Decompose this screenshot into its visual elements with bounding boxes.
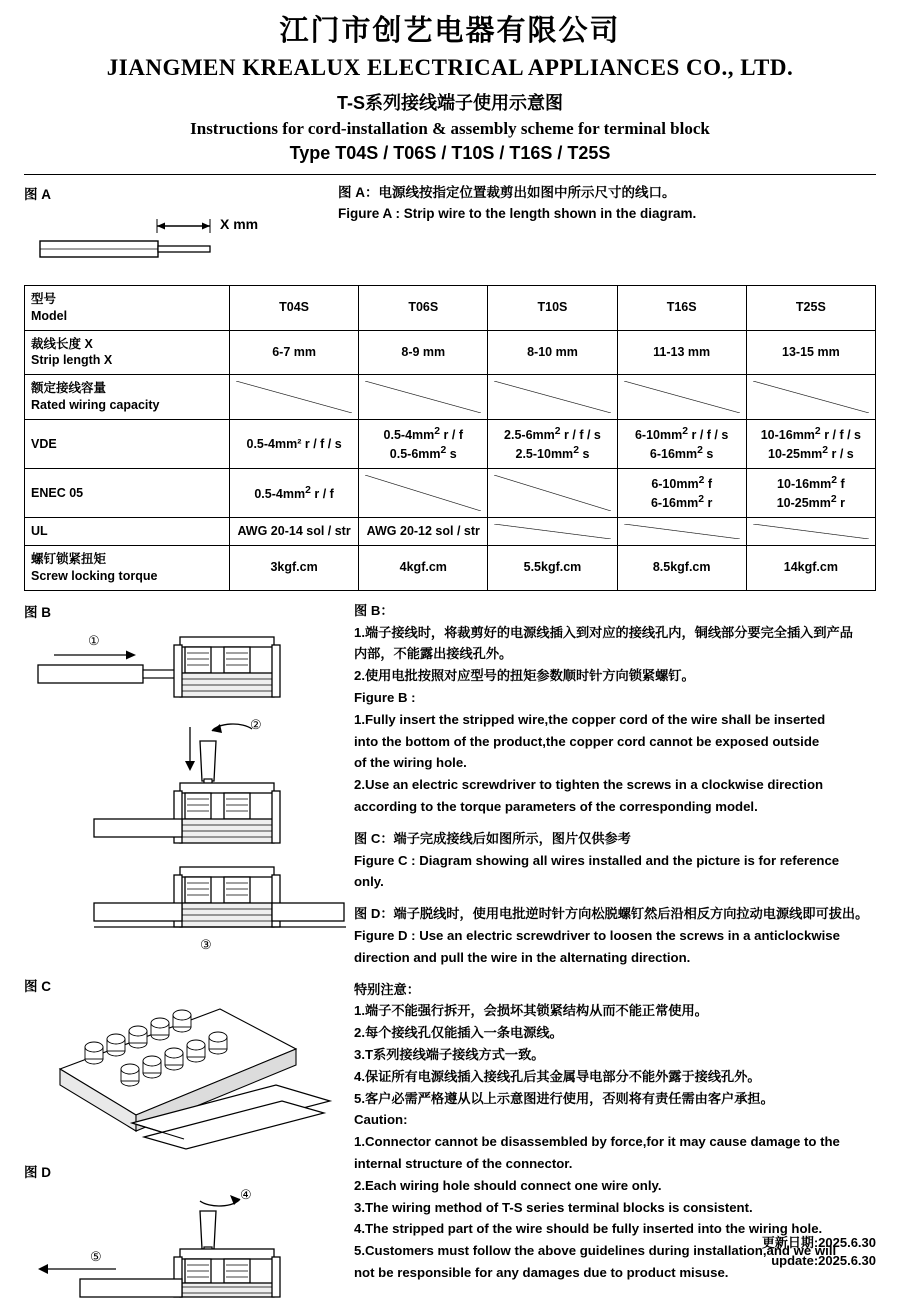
cell-strip-t25s: 13-15 mm bbox=[746, 330, 875, 375]
fig-b-cn-1: 1.端子接线时，将裁剪好的电源线插入到对应的接线孔内，铜线部分要完全插入到产品 bbox=[354, 624, 853, 640]
cell-text: 0.5-4mm² r / f / s bbox=[246, 436, 342, 451]
row-label-cn: 额定接线容量 bbox=[31, 381, 107, 396]
step-3-label: ③ bbox=[200, 936, 212, 952]
figure-c-svg bbox=[24, 997, 346, 1157]
row-label-en: ENEC 05 bbox=[31, 485, 84, 500]
caution-en-5: 5.Customers must follow the above guidelines during installation,and we will bbox=[354, 1243, 837, 1259]
cell-torque-t06s: 4kgf.cm bbox=[359, 546, 488, 591]
cell-torque-t16s: 8.5kgf.cm bbox=[617, 546, 746, 591]
cell-vde-t10s: $2.5-6mm^2$ r / f / s $2.5-10mm^2$ s bbox=[488, 420, 617, 469]
cell-model-t04s: T04S bbox=[230, 285, 359, 330]
cell-strip-t04s: 6-7 mm bbox=[230, 330, 359, 375]
spacer bbox=[354, 819, 876, 829]
cell-ul-t25s bbox=[746, 518, 875, 546]
caution-cn-1: 1.端子不能强行拆开，会损坏其锁紧结构从而不能正常使用。 bbox=[354, 1003, 708, 1019]
figure-a-drawing bbox=[24, 215, 324, 271]
row-label-en: VDE bbox=[31, 436, 57, 451]
cell-ul-t04s: AWG 20-14 sol / str bbox=[230, 518, 359, 546]
row-label-rated-capacity bbox=[25, 375, 230, 420]
cell-strip-t06s: 8-9 mm bbox=[359, 330, 488, 375]
table-row bbox=[25, 285, 876, 330]
fig-b-en-1c: of the wiring hole. bbox=[354, 755, 467, 771]
table-row bbox=[25, 518, 876, 546]
row-label-cn: 螺钉锁紧扭矩 bbox=[31, 552, 107, 567]
cell-rated-t04s bbox=[230, 375, 359, 420]
table-row bbox=[25, 375, 876, 420]
caution-cn-5: 5.客户必需严格遵从以上示意图进行使用，否则将有责任需由客户承担。 bbox=[354, 1090, 774, 1106]
cell-model-t25s: T25S bbox=[746, 285, 875, 330]
company-name-cn: 江门市创艺电器有限公司 bbox=[279, 15, 621, 47]
figure-b-drawing bbox=[24, 623, 346, 973]
fig-b-cn-title: 图 B： bbox=[354, 602, 394, 618]
fig-b-en-title: Figure B : bbox=[354, 689, 416, 705]
lower-section bbox=[24, 601, 876, 1303]
row-label-vde bbox=[25, 420, 230, 469]
cell-enec-t04s: $0.5-4mm^2$ r / f bbox=[230, 469, 359, 518]
caution-cn-3: 3.T系列接线端子接线方式一致。 bbox=[354, 1046, 545, 1062]
doc-title-cn: T-S系列接线端子使用示意图 bbox=[336, 92, 563, 113]
fig-b-cn-1b: 内部，不能露出接线孔外。 bbox=[354, 646, 513, 662]
cell-torque-t25s: 14kgf.cm bbox=[746, 546, 875, 591]
update-date-en: update:2025.6.30 bbox=[771, 1252, 876, 1268]
fig-b-en-1b: into the bottom of the product,the copper cord cannot be exposed outside bbox=[354, 733, 820, 749]
company-name-en: JIANGMEN KREALUX ELECTRICAL APPLIANCES CO., LTD. bbox=[106, 54, 794, 80]
cell-rated-t10s bbox=[488, 375, 617, 420]
cell-enec-t06s bbox=[359, 469, 488, 518]
figure-d-drawing bbox=[24, 1183, 346, 1303]
fig-d-en-b: direction and pull the wire in the alternating direction. bbox=[354, 949, 691, 965]
caution-cn-2: 2.每个接线孔仅能插入一条电源线。 bbox=[354, 1025, 563, 1041]
cell-strip-t10s: 8-10 mm bbox=[488, 330, 617, 375]
document-header bbox=[0, 0, 900, 164]
cell-enec-t16s: $6-10mm^2$ f $6-16mm^2$ r bbox=[617, 469, 746, 518]
caution-en-2: 2.Each wiring hole should connect one wire only. bbox=[354, 1177, 662, 1193]
cell-rated-t06s bbox=[359, 375, 488, 420]
cell-rated-t16s bbox=[617, 375, 746, 420]
cell-model-t10s: T10S bbox=[488, 285, 617, 330]
cell-vde-t16s: $6-10mm^2$ r / f / s $6-16mm^2$ s bbox=[617, 420, 746, 469]
row-label-en: Rated wiring capacity bbox=[31, 398, 160, 413]
cell-vde-t04s bbox=[230, 420, 359, 469]
cell-ul-t10s bbox=[488, 518, 617, 546]
figure-a-drawing-col bbox=[24, 183, 324, 271]
caution-cn-title: 特别注意： bbox=[354, 981, 420, 997]
fig-d-en: Figure D : Use an electric screwdriver to loosen the screws in a anticlockwise bbox=[354, 927, 840, 943]
fig-c-en: Figure C : Diagram showing all wires installed and the picture is for reference bbox=[354, 852, 840, 868]
cell-ul-t16s bbox=[617, 518, 746, 546]
figure-a-section bbox=[24, 183, 876, 271]
caution-en-1b: internal structure of the connector. bbox=[354, 1155, 573, 1171]
row-label-model bbox=[25, 285, 230, 330]
caution-cn-4: 4.保证所有电源线插入接线孔后其金属导电部分不能外露于接线孔外。 bbox=[354, 1068, 761, 1084]
fig-d-cn: 图 D：端子脱线时，使用电批逆时针方向松脱螺钉然后沿相反方向拉动电源线即可拔出。 bbox=[354, 906, 869, 922]
caution-en-4: 4.The stripped part of the wire should be fully inserted into the wiring hole. bbox=[354, 1221, 823, 1237]
figure-b-tag: 图 B bbox=[24, 604, 51, 620]
row-label-cn: 裁线长度 X bbox=[31, 336, 93, 351]
caution-en-title: Caution: bbox=[354, 1112, 408, 1128]
instructions-column bbox=[346, 601, 876, 1303]
step-4-label: ④ bbox=[240, 1186, 252, 1202]
figure-a-wire-svg bbox=[24, 219, 324, 263]
row-label-torque bbox=[25, 546, 230, 591]
row-label-ul bbox=[25, 518, 230, 546]
fig-b-en-2: 2.Use an electric screwdriver to tighten the screws in a clockwise direction bbox=[354, 777, 824, 793]
row-label-en: Screw locking torque bbox=[31, 568, 158, 583]
figure-b-svg bbox=[24, 623, 346, 973]
caution-en-3: 3.The wiring method of T-S series terminal blocks is consistent. bbox=[354, 1199, 753, 1215]
row-label-en: Strip length X bbox=[31, 353, 113, 368]
row-label-enec bbox=[25, 469, 230, 518]
fig-b-en-1: 1.Fully insert the stripped wire,the copper cord of the wire shall be inserted bbox=[354, 711, 826, 727]
doc-title-en: Instructions for cord-installation & assembly scheme for terminal block bbox=[190, 118, 710, 138]
step-2-label: ② bbox=[250, 716, 262, 732]
header-divider bbox=[24, 174, 876, 175]
table-row bbox=[25, 330, 876, 375]
cell-vde-t25s: $10-16mm^2$ r / f / s $10-25mm^2$ r / s bbox=[746, 420, 875, 469]
fig-c-en-b: only. bbox=[354, 874, 384, 890]
figure-c-tag: 图 C bbox=[24, 978, 51, 994]
spacer bbox=[354, 894, 876, 904]
fig-b-en-2b: according to the torque parameters of the corresponding model. bbox=[354, 798, 758, 814]
row-label-en: Model bbox=[31, 308, 68, 323]
figures-column bbox=[24, 601, 346, 1303]
fig-c-cn: 图 C：端子完成接线后如图所示，图片仅供参考 bbox=[354, 830, 631, 846]
row-label-en: UL bbox=[31, 524, 48, 539]
fig-b-cn-2: 2.使用电批按照对应型号的扭矩参数顺时针方向锁紧螺钉。 bbox=[354, 668, 695, 684]
cell-ul-t06s: AWG 20-12 sol / str bbox=[359, 518, 488, 546]
table-row bbox=[25, 420, 876, 469]
figure-a-tag: 图 A bbox=[24, 186, 51, 202]
spec-table-body bbox=[25, 285, 876, 590]
figure-a-notes bbox=[324, 183, 876, 271]
row-label-strip-length bbox=[25, 330, 230, 375]
cell-model-t06s: T06S bbox=[359, 285, 488, 330]
figure-a-note-en: Figure A : Strip wire to the length shown in the diagram. bbox=[338, 205, 697, 221]
caution-en-1: 1.Connector cannot be disassembled by force,for it may cause damage to the bbox=[354, 1134, 840, 1150]
spacer bbox=[354, 970, 876, 980]
cell-enec-t10s bbox=[488, 469, 617, 518]
row-label-cn: 型号 bbox=[31, 291, 57, 306]
cell-rated-t25s bbox=[746, 375, 875, 420]
cell-torque-t10s: 5.5kgf.cm bbox=[488, 546, 617, 591]
step-5-label: ⑤ bbox=[90, 1248, 102, 1264]
doc-title-types: Type T04S / T06S / T10S / T16S / T25S bbox=[289, 142, 611, 163]
step-1-label: ① bbox=[88, 632, 100, 648]
caution-en-5b: not be responsible for any damages due to product misuse. bbox=[354, 1264, 729, 1280]
cell-model-t16s: T16S bbox=[617, 285, 746, 330]
cell-strip-t16s: 11-13 mm bbox=[617, 330, 746, 375]
figure-c-drawing bbox=[24, 997, 346, 1157]
figure-a-note-cn: 图 A：电源线按指定位置裁剪出如图中所示尺寸的线口。 bbox=[338, 184, 676, 200]
figure-a-dimension-label: X mm bbox=[220, 215, 259, 232]
figure-d-svg bbox=[24, 1183, 346, 1303]
table-row bbox=[25, 546, 876, 591]
cell-torque-t04s: 3kgf.cm bbox=[230, 546, 359, 591]
update-date-cn: 更新日期:2025.6.30 bbox=[761, 1234, 876, 1250]
spec-table bbox=[24, 285, 876, 591]
footer-update-date bbox=[762, 1234, 876, 1270]
cell-enec-t25s: $10-16mm^2$ f $10-25mm^2$ r bbox=[746, 469, 875, 518]
figure-d-tag: 图 D bbox=[24, 1164, 51, 1180]
cell-vde-t06s: $0.5-4mm^2$ r / f $0.5-6mm^2$ s bbox=[359, 420, 488, 469]
table-row bbox=[25, 469, 876, 518]
